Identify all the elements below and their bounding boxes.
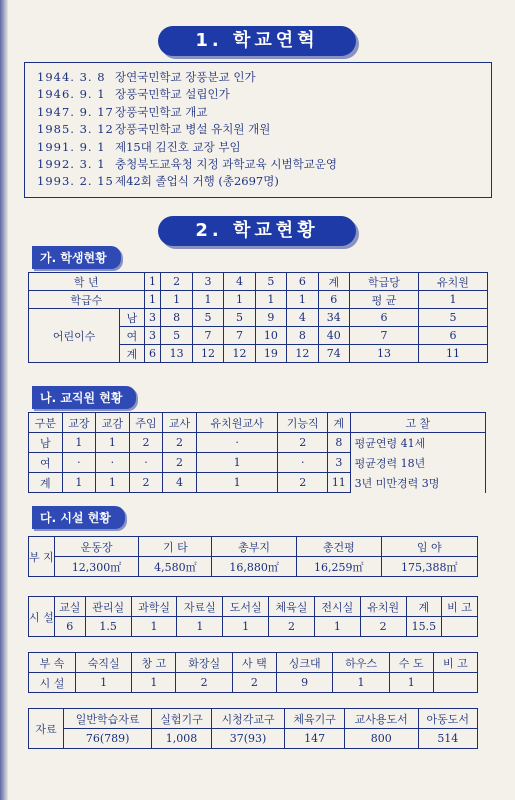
annex-value-cell: 1 [132,673,176,693]
female-cell: 7 [350,327,419,345]
annex-header-cell: 사 택 [232,653,276,673]
materials-value-cell: 514 [418,729,477,749]
classes-cell: 6 [318,291,349,309]
facilities-title: 다. 시설 현황 [32,506,125,529]
staff-cell: 2 [278,433,328,453]
materials-value-cell: 37(93) [211,729,285,749]
rooms-value-cell: 1 [314,617,360,637]
materials-header-cell: 교사용도서 [344,709,418,729]
rooms-value-cell: 15.5 [406,617,442,637]
staff-row [29,433,486,453]
staff-cell: 4 [163,473,197,493]
students-header-cell: 2 [161,273,192,291]
male-cell: 3 [144,309,161,327]
staff-cell: · [196,433,278,453]
rooms-value-cell: 1.5 [85,617,131,637]
annex-value-cell: 1 [333,673,389,693]
staff-cell: 평균경력 18년 [350,453,485,473]
staff-cell: 1 [96,473,130,493]
rooms-value-cell: 1 [223,617,269,637]
rooms-value-cell: 1 [131,617,177,637]
staff-header-cell: 교사 [163,413,197,433]
staff-table [28,412,486,493]
annex-value-cell: 1 [389,673,433,693]
female-cell: 40 [318,327,349,345]
history-item [37,156,491,173]
history-date: 1944. 3. 8 [37,70,106,84]
staff-cell: 2 [129,433,163,453]
staff-header-cell: 고 찰 [350,413,485,433]
history-date: 1985. 3. 12 [37,122,114,137]
children-count-label: 어린이수 [29,309,120,363]
staff-cell: 2 [163,433,197,453]
history-box [24,62,492,198]
female-cell: 6 [418,327,487,345]
students-table [28,272,488,363]
staff-header-cell: 구분 [29,413,63,433]
rooms-header-cell: 자료실 [177,597,223,617]
students-header-cell: 학 년 [29,273,145,291]
female-label: 여 [120,327,144,345]
female-cell: 8 [287,327,318,345]
site-value-cell: 175,388㎡ [381,557,477,577]
rooms-label: 시 설 [29,597,55,637]
materials-table [28,708,478,749]
section1-title: 1. 학교연혁 [158,26,356,56]
site-value-cell: 16,259㎡ [296,557,381,577]
staff-cell: 1 [62,433,96,453]
total-cell: 6 [144,345,161,363]
materials-label: 자료 [29,709,64,749]
staff-cell: 1 [62,473,96,493]
total-cell: 12 [192,345,223,363]
staff-row-label: 계 [29,473,63,493]
female-cell: 7 [224,327,255,345]
history-event: 장풍국민학교 개교 [115,104,208,119]
history-date: 1991. 9. 1 [37,139,106,154]
male-cell: 5 [224,309,255,327]
students-header-cell: 6 [287,273,318,291]
materials-value-cell: 76(789) [64,729,152,749]
total-cell: 12 [224,345,255,363]
total-cell: 12 [287,345,318,363]
male-cell: 5 [192,309,223,327]
annex-value-cell: 2 [232,673,276,693]
rooms-header-cell: 계 [406,597,442,617]
staff-cell: · [129,453,163,473]
site-label: 부 지 [29,537,55,577]
staff-title: 나. 교직원 현황 [32,386,136,409]
rooms-value-cell: 2 [269,617,315,637]
male-label: 남 [120,309,144,327]
site-header-cell: 운동장 [54,537,139,557]
section2-title: 2. 학교현황 [158,216,356,246]
history-item [37,69,491,86]
site-value-cell: 12,300㎡ [54,557,139,577]
staff-header-cell: 기능직 [278,413,328,433]
rooms-header-cell: 체육실 [269,597,315,617]
staff-cell: 1 [196,453,278,473]
materials-header-cell: 아동도서 [418,709,477,729]
rooms-value-cell [442,617,478,637]
students-header-cell: 5 [255,273,286,291]
staff-row-label: 여 [29,453,63,473]
staff-cell: · [278,453,328,473]
rooms-header-cell: 교실 [54,597,85,617]
classes-cell: 1 [144,291,161,309]
male-cell: 5 [418,309,487,327]
staff-cell: 1 [96,433,130,453]
rooms-header-cell: 비 고 [442,597,478,617]
staff-cell: 3년 미만경력 3명 [350,473,485,493]
male-cell: 4 [287,309,318,327]
staff-cell: 11 [328,473,351,493]
classes-cell: 1 [161,291,192,309]
staff-cell: 2 [163,453,197,473]
history-event: 장풍국민학교 설립인가 [115,87,230,102]
annex-header-cell: 숙직실 [76,653,132,673]
total-label: 계 [120,345,144,363]
total-cell: 74 [318,345,349,363]
staff-header-cell: 계 [328,413,351,433]
staff-row [29,453,486,473]
staff-cell: 1 [196,473,278,493]
annex-value-cell: 9 [276,673,332,693]
staff-header-cell: 교장 [62,413,96,433]
male-cell: 9 [255,309,286,327]
rooms-header-cell: 관리실 [85,597,131,617]
classes-cell: 1 [192,291,223,309]
history-event: 제15대 김진호 교장 부임 [115,139,241,154]
annex-table [28,652,478,693]
staff-row [29,473,486,493]
staff-cell: 8 [328,433,351,453]
materials-header-cell: 체육기구 [285,709,344,729]
history-item [37,139,491,156]
classes-cell: 1 [224,291,255,309]
students-header-cell: 1 [144,273,161,291]
students-header-cell: 학급당 [350,273,419,291]
annex-label: 시 설 [29,673,76,693]
rooms-header-cell: 전시실 [314,597,360,617]
rooms-header-cell: 유치원 [360,597,406,617]
annex-header-cell: 화장실 [176,653,232,673]
site-value-cell: 4,580㎡ [139,557,212,577]
rooms-table [28,596,478,637]
students-header-cell: 계 [318,273,349,291]
annex-header-cell: 싱크대 [276,653,332,673]
history-date: 1946. 9. 1 [37,87,106,102]
students-header-cell: 3 [192,273,223,291]
staff-header-cell: 유치원교사 [196,413,278,433]
staff-cell: 3 [328,453,351,473]
history-event: 장연국민학교 장풍분교 인가 [115,70,256,84]
staff-header-cell: 주임 [129,413,163,433]
staff-cell: 평균연령 41세 [350,433,485,453]
site-header-cell: 총부지 [212,537,297,557]
history-event: 충청북도교육청 지정 과학교육 시범학교운영 [115,157,338,172]
annex-header-cell: 하우스 [333,653,389,673]
classes-cell: 평 균 [350,291,419,309]
history-date: 1947. 9. 17 [37,104,114,119]
history-item [37,173,491,190]
annex-value-cell: 2 [176,673,232,693]
staff-cell: · [62,453,96,473]
rooms-value-cell: 1 [177,617,223,637]
materials-value-cell: 147 [285,729,344,749]
history-item [37,121,491,138]
site-header-cell: 임 야 [381,537,477,557]
materials-header-cell: 시청각교구 [211,709,285,729]
history-date: 1993. 2. 15 [37,174,114,189]
staff-cell: 2 [278,473,328,493]
students-title: 가. 학생현황 [32,246,121,269]
staff-row-label: 남 [29,433,63,453]
female-cell: 3 [144,327,161,345]
female-cell: 5 [161,327,192,345]
annex-label: 부 속 [29,653,76,673]
materials-value-cell: 800 [344,729,418,749]
materials-header-cell: 실험기구 [152,709,211,729]
annex-value-cell [433,673,477,693]
history-date: 1992. 3. 1 [37,157,106,172]
annex-header-cell: 수 도 [389,653,433,673]
annex-value-cell: 1 [76,673,132,693]
rooms-header-cell: 과학실 [131,597,177,617]
male-cell: 6 [350,309,419,327]
total-cell: 13 [161,345,192,363]
rooms-header-cell: 도서실 [223,597,269,617]
materials-value-cell: 1,008 [152,729,211,749]
total-cell: 19 [255,345,286,363]
site-header-cell: 기 타 [139,537,212,557]
classes-cell: 1 [418,291,487,309]
classes-cell: 1 [255,291,286,309]
classes-label: 학급수 [29,291,145,309]
classes-cell: 1 [287,291,318,309]
rooms-value-cell: 6 [54,617,85,637]
students-header-cell: 유치원 [418,273,487,291]
male-cell: 8 [161,309,192,327]
staff-cell: · [96,453,130,473]
history-item [37,104,491,121]
materials-header-cell: 일반학습자료 [64,709,152,729]
male-cell: 34 [318,309,349,327]
students-header-cell: 4 [224,273,255,291]
annex-header-cell: 창 고 [132,653,176,673]
female-cell: 7 [192,327,223,345]
history-event: 장풍국민학교 병설 유치원 개원 [115,122,271,137]
page-edge-shadow [0,0,8,800]
staff-header-cell: 교감 [96,413,130,433]
history-item [37,86,491,103]
female-cell: 10 [255,327,286,345]
annex-header-cell: 비 고 [433,653,477,673]
site-header-cell: 총건평 [296,537,381,557]
staff-cell: 2 [129,473,163,493]
rooms-value-cell: 2 [360,617,406,637]
total-cell: 11 [418,345,487,363]
total-cell: 13 [350,345,419,363]
site-table [28,536,478,577]
site-value-cell: 16,880㎡ [212,557,297,577]
history-list [25,63,491,191]
history-event: 제42회 졸업식 거행 (총2697명) [115,174,279,189]
